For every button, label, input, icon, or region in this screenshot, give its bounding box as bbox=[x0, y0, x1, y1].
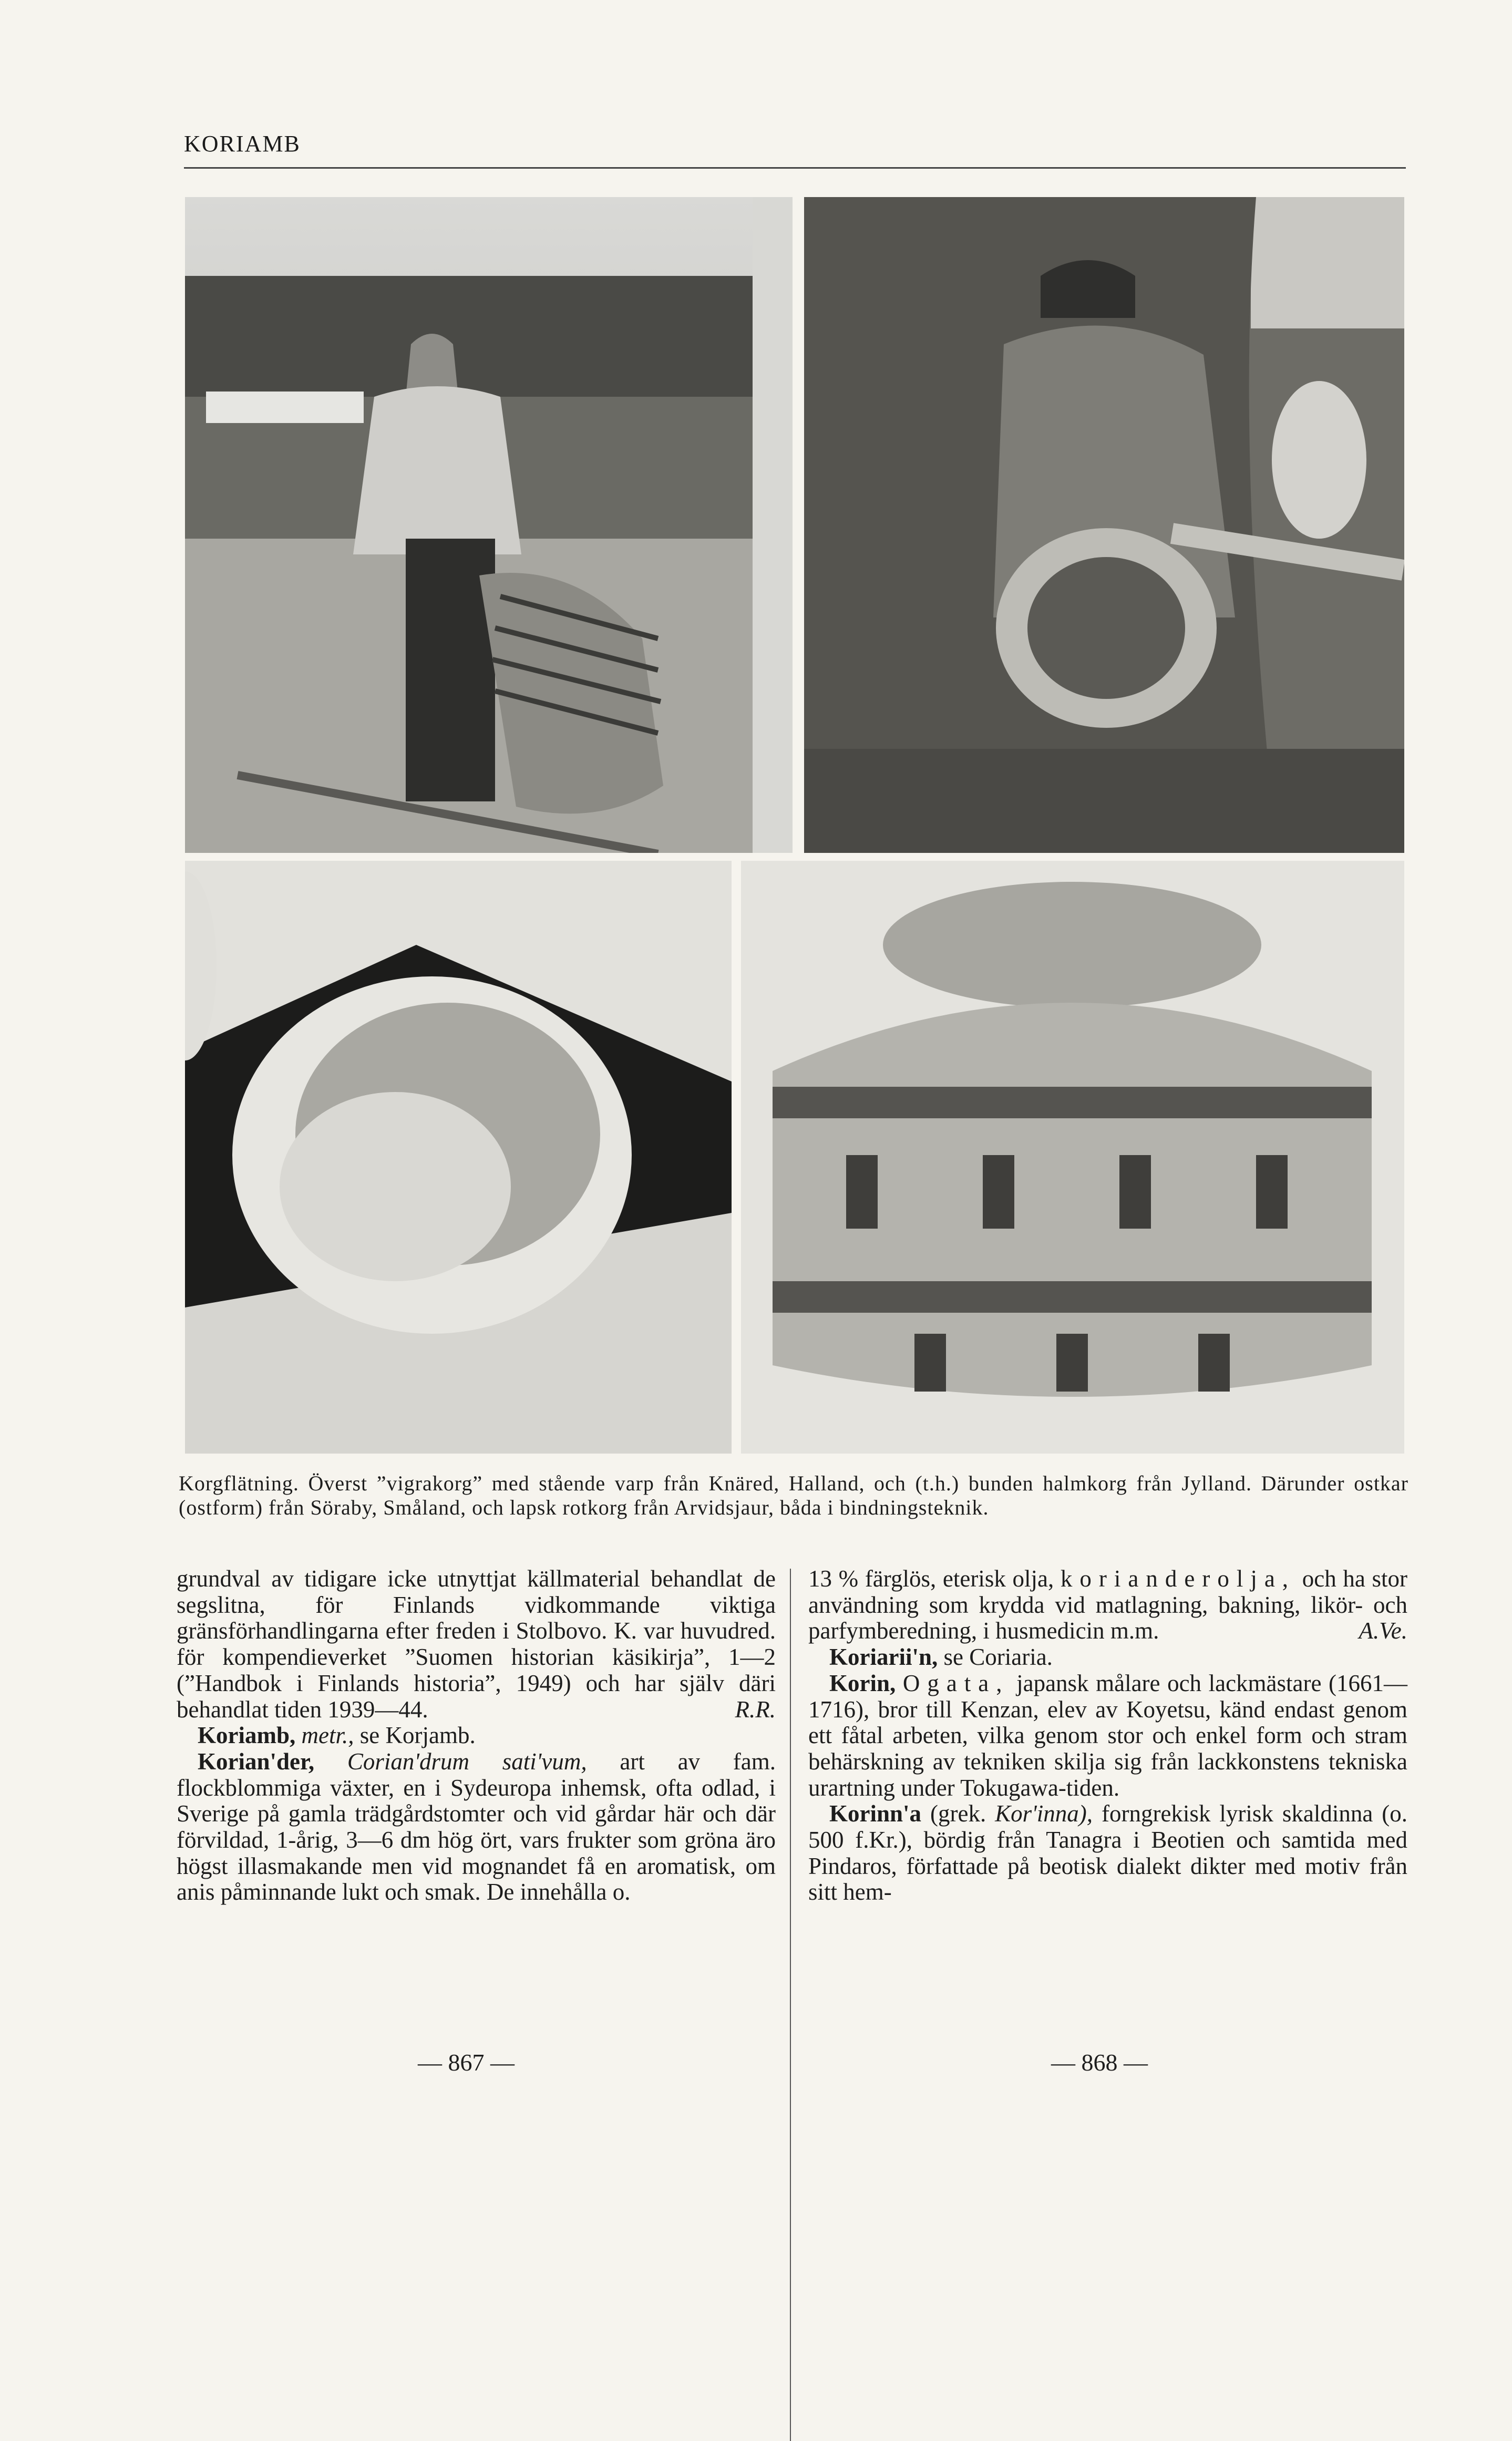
headword: Koriamb, bbox=[198, 1722, 296, 1749]
author-signature: R.R. bbox=[735, 1696, 776, 1723]
header-rule bbox=[184, 167, 1406, 169]
spaced-name: Ogata, bbox=[902, 1670, 1010, 1696]
paragraph-text: och ha stor användning som krydda vid matlagning, bakning, likör- och parfymberedning, i husmedicin m.m. bbox=[808, 1565, 1408, 1644]
entry-text: se Korjamb. bbox=[359, 1722, 476, 1749]
entry-koriamb bbox=[177, 1723, 776, 1749]
spaced-term: korianderolja, bbox=[1060, 1565, 1296, 1592]
latin-name: Corian'drum sati'vum, bbox=[347, 1748, 587, 1775]
headword: Koriarii'n, bbox=[829, 1644, 938, 1671]
column-rule bbox=[790, 1569, 791, 2441]
entry-koriander bbox=[177, 1749, 776, 1906]
entry-text: forngrekisk lyrisk skaldinna (o. 500 f.Kr.), bördig från Tanagra i Beotien och samtida med Pindaros, författade på beotisk dialekt dikter med motiv från sitt hem- bbox=[808, 1800, 1407, 1906]
photo-man-weaving-vigrakorg bbox=[185, 197, 793, 853]
headword: Korinn'a bbox=[829, 1800, 922, 1827]
text-column-right bbox=[808, 1566, 1407, 1906]
paragraph-text: 13 % färglös, eterisk olja, bbox=[808, 1565, 1054, 1592]
photo-lapsk-rotkorg bbox=[741, 861, 1404, 1454]
paragraph-korjamb-continued bbox=[177, 1566, 776, 1723]
greek-name: Kor'inna), bbox=[995, 1800, 1093, 1827]
page-number-left: — 867 — bbox=[418, 2049, 515, 2076]
photo-man-halmkorg bbox=[804, 197, 1404, 853]
headword: Korin, bbox=[829, 1670, 896, 1696]
paragraph-text: grundval av tidigare icke utnyttjat källmaterial behandlat de segslitna, för Finlands vidkommande viktiga gränsförhandlingarna efter freden i Stolbovo. K. var huvudred. för kompendieverket ”Suomen historian käsikirja”, 1—2 (”Handbok i Finlands historia”, 1949) och har själv däri behandlat tiden 1939—44. bbox=[177, 1565, 776, 1723]
running-head: KORIAMB bbox=[184, 131, 301, 157]
entry-korin bbox=[808, 1671, 1407, 1801]
photo-ostkar-basket bbox=[185, 861, 732, 1454]
entry-text: (grek. bbox=[930, 1800, 986, 1827]
entry-koriarii bbox=[808, 1644, 1407, 1671]
entry-korinna bbox=[808, 1801, 1407, 1906]
page-number-right: — 868 — bbox=[1051, 2049, 1148, 2076]
paragraph-koriander-continued bbox=[808, 1566, 1407, 1644]
text-column-left bbox=[177, 1566, 776, 1906]
headword: Korian'der, bbox=[198, 1748, 315, 1775]
abbreviation: metr., bbox=[301, 1722, 354, 1749]
author-signature: A.Ve. bbox=[1359, 1618, 1407, 1644]
figure-caption: Korgflätning. Överst ”vigrakorg” med stående varp från Knäred, Halland, och (t.h.) bunden halmkorg från Jylland. Därunder ostkar (ostform) från Söraby, Småland, och lapsk rotkorg från Arvidsjaur, båda i bindningsteknik. bbox=[179, 1471, 1408, 1519]
entry-text: se Coriaria. bbox=[943, 1644, 1053, 1671]
entry-text: japansk målare och lackmästare (1661—1716), bror till Kenzan, elev av Koyetsu, känd endast genom ett fåtal arbeten, vilka genom stor och enkel form och stram behärskning av tekniken skilja sig från lackkonstens tekniska urartning under Tokugawa-tiden. bbox=[808, 1670, 1408, 1801]
entry-text: art av fam. flockblommiga växter, en i Sydeuropa inhemsk, ofta odlad, i Sverige på gamla trädgårdstomter och vid gårdar här och där förvildad, 1-årig, 3—6 dm hög ört, vars frukter som gröna äro högst illasmakande men vid mognandet få en aromatisk, om anis påminnande lukt och smak. De innehålla o. bbox=[177, 1748, 776, 1906]
